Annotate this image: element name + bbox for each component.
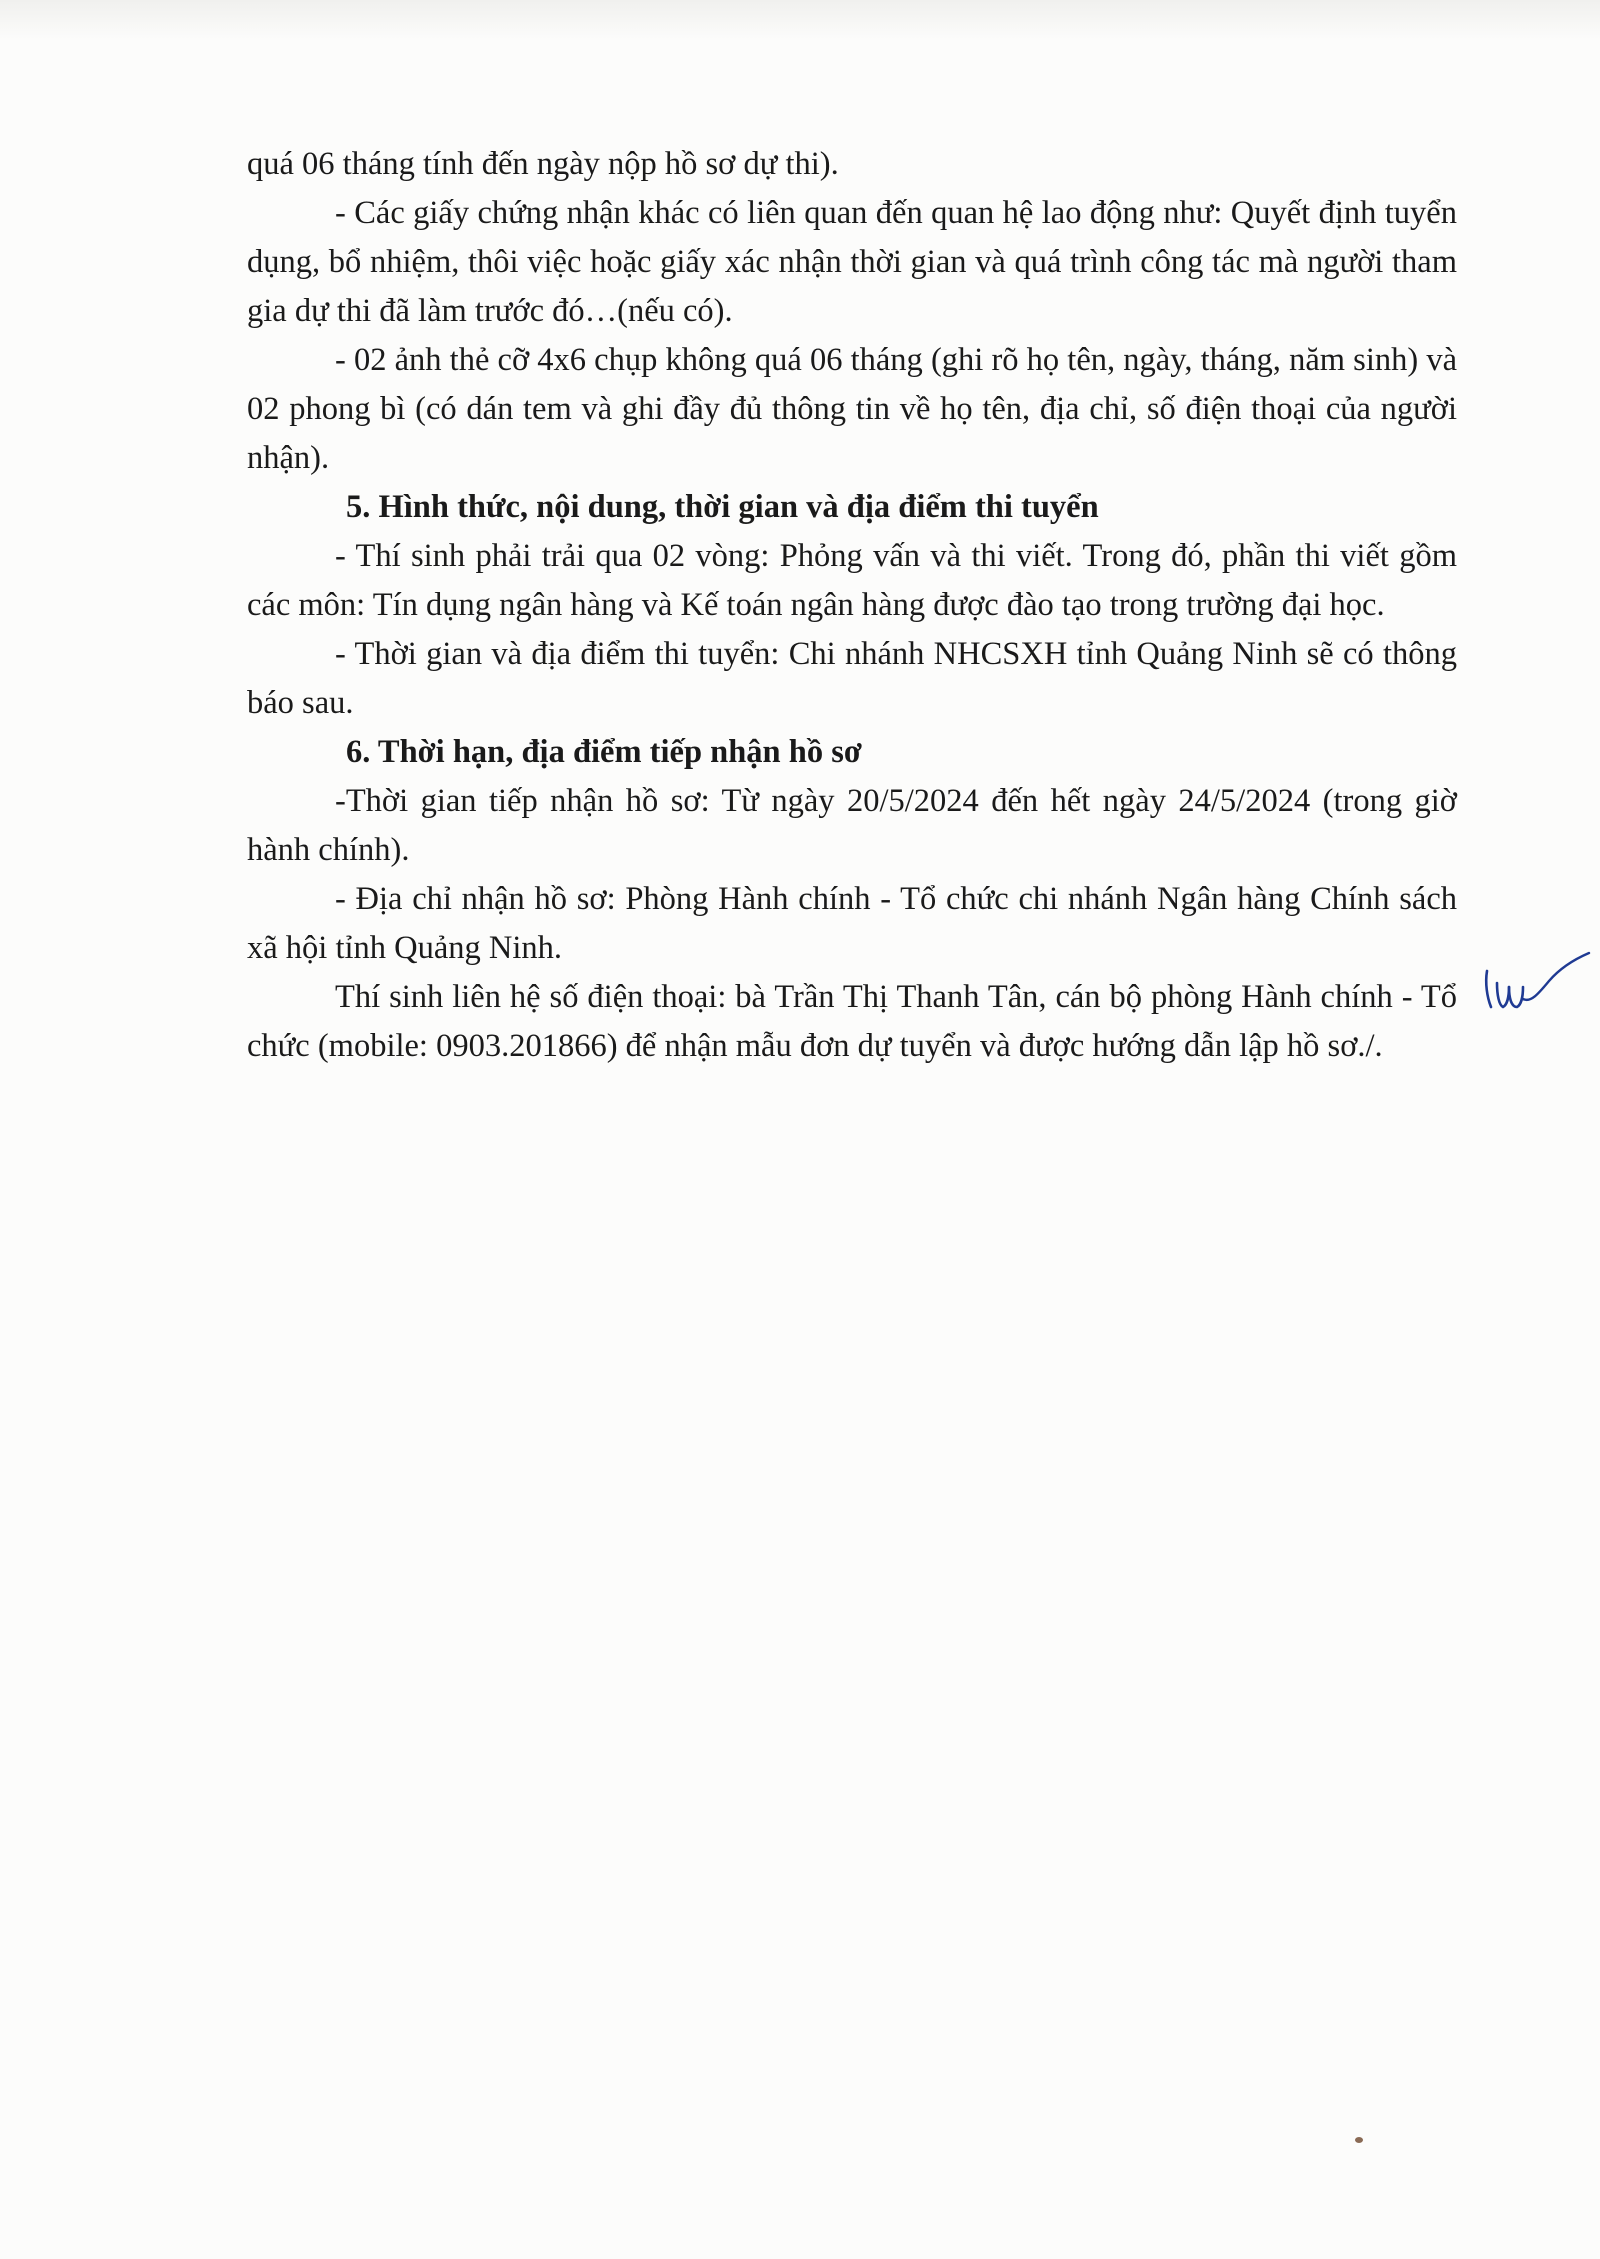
signature-initials-icon	[1391, 953, 1506, 1023]
paragraph-receive-address: - Địa chỉ nhận hồ sơ: Phòng Hành chính - Tổ chức chi nhánh Ngân hàng Chính sách xã hội tỉnh Quảng Ninh.	[247, 881, 1457, 966]
paragraph-continuation: quá 06 tháng tính đến ngày nộp hồ sơ dự thi).	[247, 146, 839, 182]
contact-text: Thí sinh liên hệ số điện thoại: bà Trần Thị Thanh Tân, cán bộ phòng Hành chính - Tổ chức (mobile: 0903.201866) để nhận mẫu đơn dự tuyển và được hướng dẫn lập hồ sơ./.	[247, 979, 1457, 1064]
section-heading-5: 5. Hình thức, nội dung, thời gian và địa điểm thi tuyển	[346, 489, 1099, 525]
section-heading-6: 6. Thời hạn, địa điểm tiếp nhận hồ sơ	[346, 734, 862, 770]
paragraph-certificates: - Các giấy chứng nhận khác có liên quan đến quan hệ lao động như: Quyết định tuyển dụng, bổ nhiệm, thôi việc hoặc giấy xác nhận thời gian và quá trình công tác mà người tham gia dự thi đã làm trước đó…(nếu có).	[247, 195, 1457, 329]
paragraph-receive-time: -Thời gian tiếp nhận hồ sơ: Từ ngày 20/5/2024 đến hết ngày 24/5/2024 (trong giờ hành chính).	[247, 783, 1457, 868]
paragraph-photos: - 02 ảnh thẻ cỡ 4x6 chụp không quá 06 tháng (ghi rõ họ tên, ngày, tháng, năm sinh) và 02 phong bì (có dán tem và ghi đầy đủ thông tin về họ tên, địa chỉ, số điện thoại của người nhận).	[247, 342, 1457, 476]
scan-edge-shadow	[0, 0, 1600, 40]
document-body	[247, 140, 1457, 1071]
scan-speck	[1355, 2137, 1363, 2143]
paragraph-exam-rounds: - Thí sinh phải trải qua 02 vòng: Phỏng vấn và thi viết. Trong đó, phần thi viết gồm các môn: Tín dụng ngân hàng và Kế toán ngân hàng được đào tạo trong trường đại học.	[247, 538, 1457, 623]
paragraph-contact	[247, 973, 1457, 1071]
paragraph-exam-time-place: - Thời gian và địa điểm thi tuyển: Chi nhánh NHCSXH tỉnh Quảng Ninh sẽ có thông báo sau.	[247, 636, 1457, 721]
